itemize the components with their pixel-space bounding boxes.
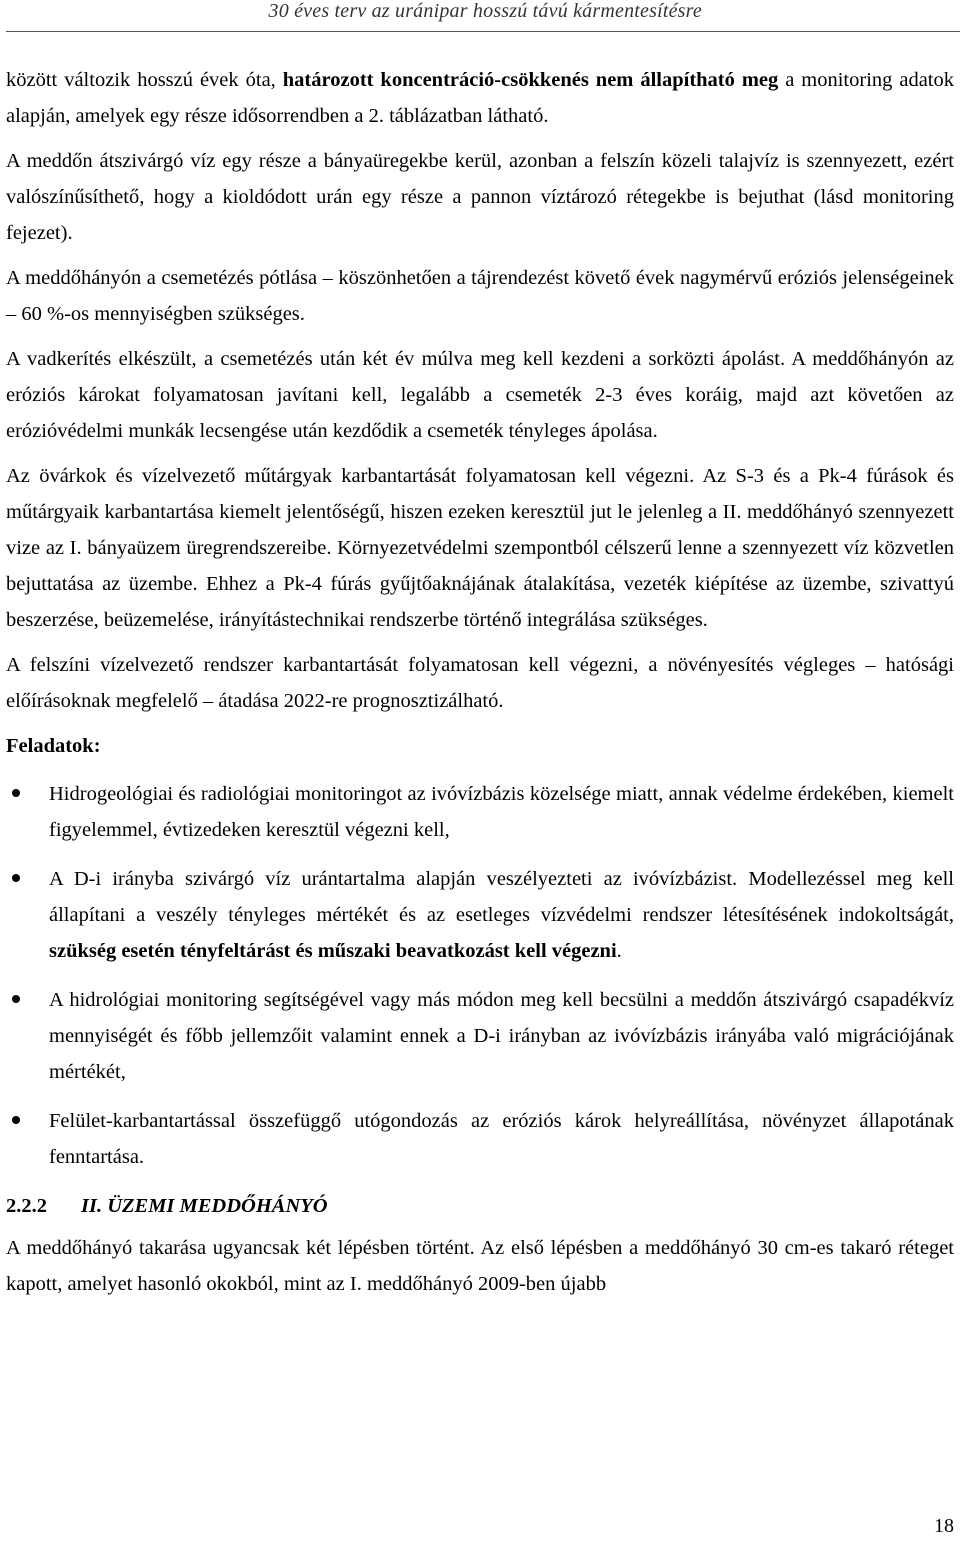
page-number: 18 bbox=[934, 1515, 954, 1537]
paragraph-5: Az övárkok és vízelvezető műtárgyak karbantartását folyamatosan kell végezni. Az S-3 és a Pk-4 fúrások és műtárgyaik karbantartása kiemelt jelentőségű, hiszen ezeken keresztül jut le jelenleg a II. meddőhányó szennyezett vize az I. bányaüzem üregrendszereibe. Környezetvédelmi szempontból célszerű lenne a szennyezett víz közvetlen bejuttatása az üzembe. Ehhez a Pk-4 fúrás gyűjtőaknájának átalakítása, vezeték kiépítése az üzembe, szivattyú beszerzése, beüzemelése, irányítástechnikai rendszerbe történő integrálása szükséges. bbox=[6, 465, 954, 631]
paragraph-1-post: a monitoring adatok alapján, amelyek egy része idősorrendben a 2. táblázatban látható. bbox=[6, 69, 954, 127]
header-title: 30 éves terv az uránipar hosszú távú kármentesítésre bbox=[268, 0, 702, 22]
document-body bbox=[6, 62, 954, 1311]
list-item bbox=[6, 982, 954, 1090]
list-item bbox=[6, 776, 954, 848]
section-title: II. ÜZEMI MEDDŐHÁNYÓ bbox=[81, 1195, 328, 1217]
bullet-icon bbox=[12, 995, 20, 1003]
tasks-list bbox=[6, 776, 954, 1175]
section-paragraph: A meddőhányó takarása ugyancsak két lépésben történt. Az első lépésben a meddőhányó 30 cm-es takaró réteget kapott, amelyet hasonló okokból, mint az I. meddőhányó 2009-ben újabb bbox=[6, 1237, 954, 1295]
task-2-pre: A D-i irányba szivárgó víz urántartalma alapján veszélyezteti az ivóvízbázist. Modellezéssel meg kell állapítani a veszély tényleges mértékét és az esetleges vízvédelmi rendszer létesítésének indokoltságát, bbox=[49, 868, 954, 926]
task-2-post: . bbox=[616, 940, 622, 962]
bullet-icon bbox=[12, 1116, 20, 1124]
task-1-text: Hidrogeológiai és radiológiai monitoringot az ivóvízbázis közelsége miatt, annak védelme érdekében, kiemelt figyelemmel, évtizedeken keresztül végezni kell, bbox=[49, 783, 954, 841]
paragraph-3: A meddőhányón a csemetézés pótlása – köszönhetően a tájrendezést követő évek nagymérvű eróziós jelenségeinek – 60 %-os mennyiségben szükséges. bbox=[6, 267, 954, 325]
section-heading bbox=[6, 1188, 954, 1224]
paragraph-1-bold: határozott koncentráció-csökkenés nem állapítható meg bbox=[282, 69, 779, 91]
task-4-text: Felület-karbantartással összefüggő utógondozás az eróziós károk helyreállítása, növényzet állapotának fenntartása. bbox=[49, 1110, 954, 1168]
list-item bbox=[6, 1103, 954, 1175]
task-3-text: A hidrológiai monitoring segítségével vagy más módon meg kell becsülni a meddőn átszivárgó csapadékvíz mennyiségét és főbb jellemzőit valamint ennek a D-i irányban az ivóvízbázis irányába való migrációjának mértékét, bbox=[49, 989, 954, 1083]
header-divider bbox=[6, 31, 960, 32]
paragraph-4: A vadkerítés elkészült, a csemetézés után két év múlva meg kell kezdeni a sorközti ápolást. A meddőhányón az eróziós károkat folyamatosan javítani kell, legalább a csemeték 2-3 éves koráig, majd azt követően az erózióvédelmi munkák lecsengése után kezdődik a csemeték tényleges ápolása. bbox=[6, 348, 954, 442]
paragraph-1 bbox=[6, 62, 954, 134]
task-2-bold: szükség esetén tényfeltárást és műszaki beavatkozást kell végezni bbox=[49, 940, 617, 962]
bullet-icon bbox=[12, 874, 20, 882]
tasks-heading: Feladatok: bbox=[6, 735, 101, 757]
section-number: 2.2.2 bbox=[6, 1195, 47, 1217]
list-item bbox=[6, 861, 954, 969]
paragraph-1-pre: között változik hosszú évek óta, bbox=[6, 69, 283, 91]
bullet-icon bbox=[12, 789, 20, 797]
paragraph-6: A felszíni vízelvezető rendszer karbantartását folyamatosan kell végezni, a növényesítés végleges – hatósági előírásoknak megfelelő – átadása 2022-re prognosztizálható. bbox=[6, 654, 954, 712]
page-header bbox=[0, 0, 960, 32]
paragraph-2: A meddőn átszivárgó víz egy része a bányaüregekbe kerül, azonban a felszín közeli talajvíz is szennyezett, ezért valószínűsíthető, hogy a kioldódott urán egy része a pannon víztározó rétegekbe is bejuthat (lásd monitoring fejezet). bbox=[6, 150, 954, 244]
